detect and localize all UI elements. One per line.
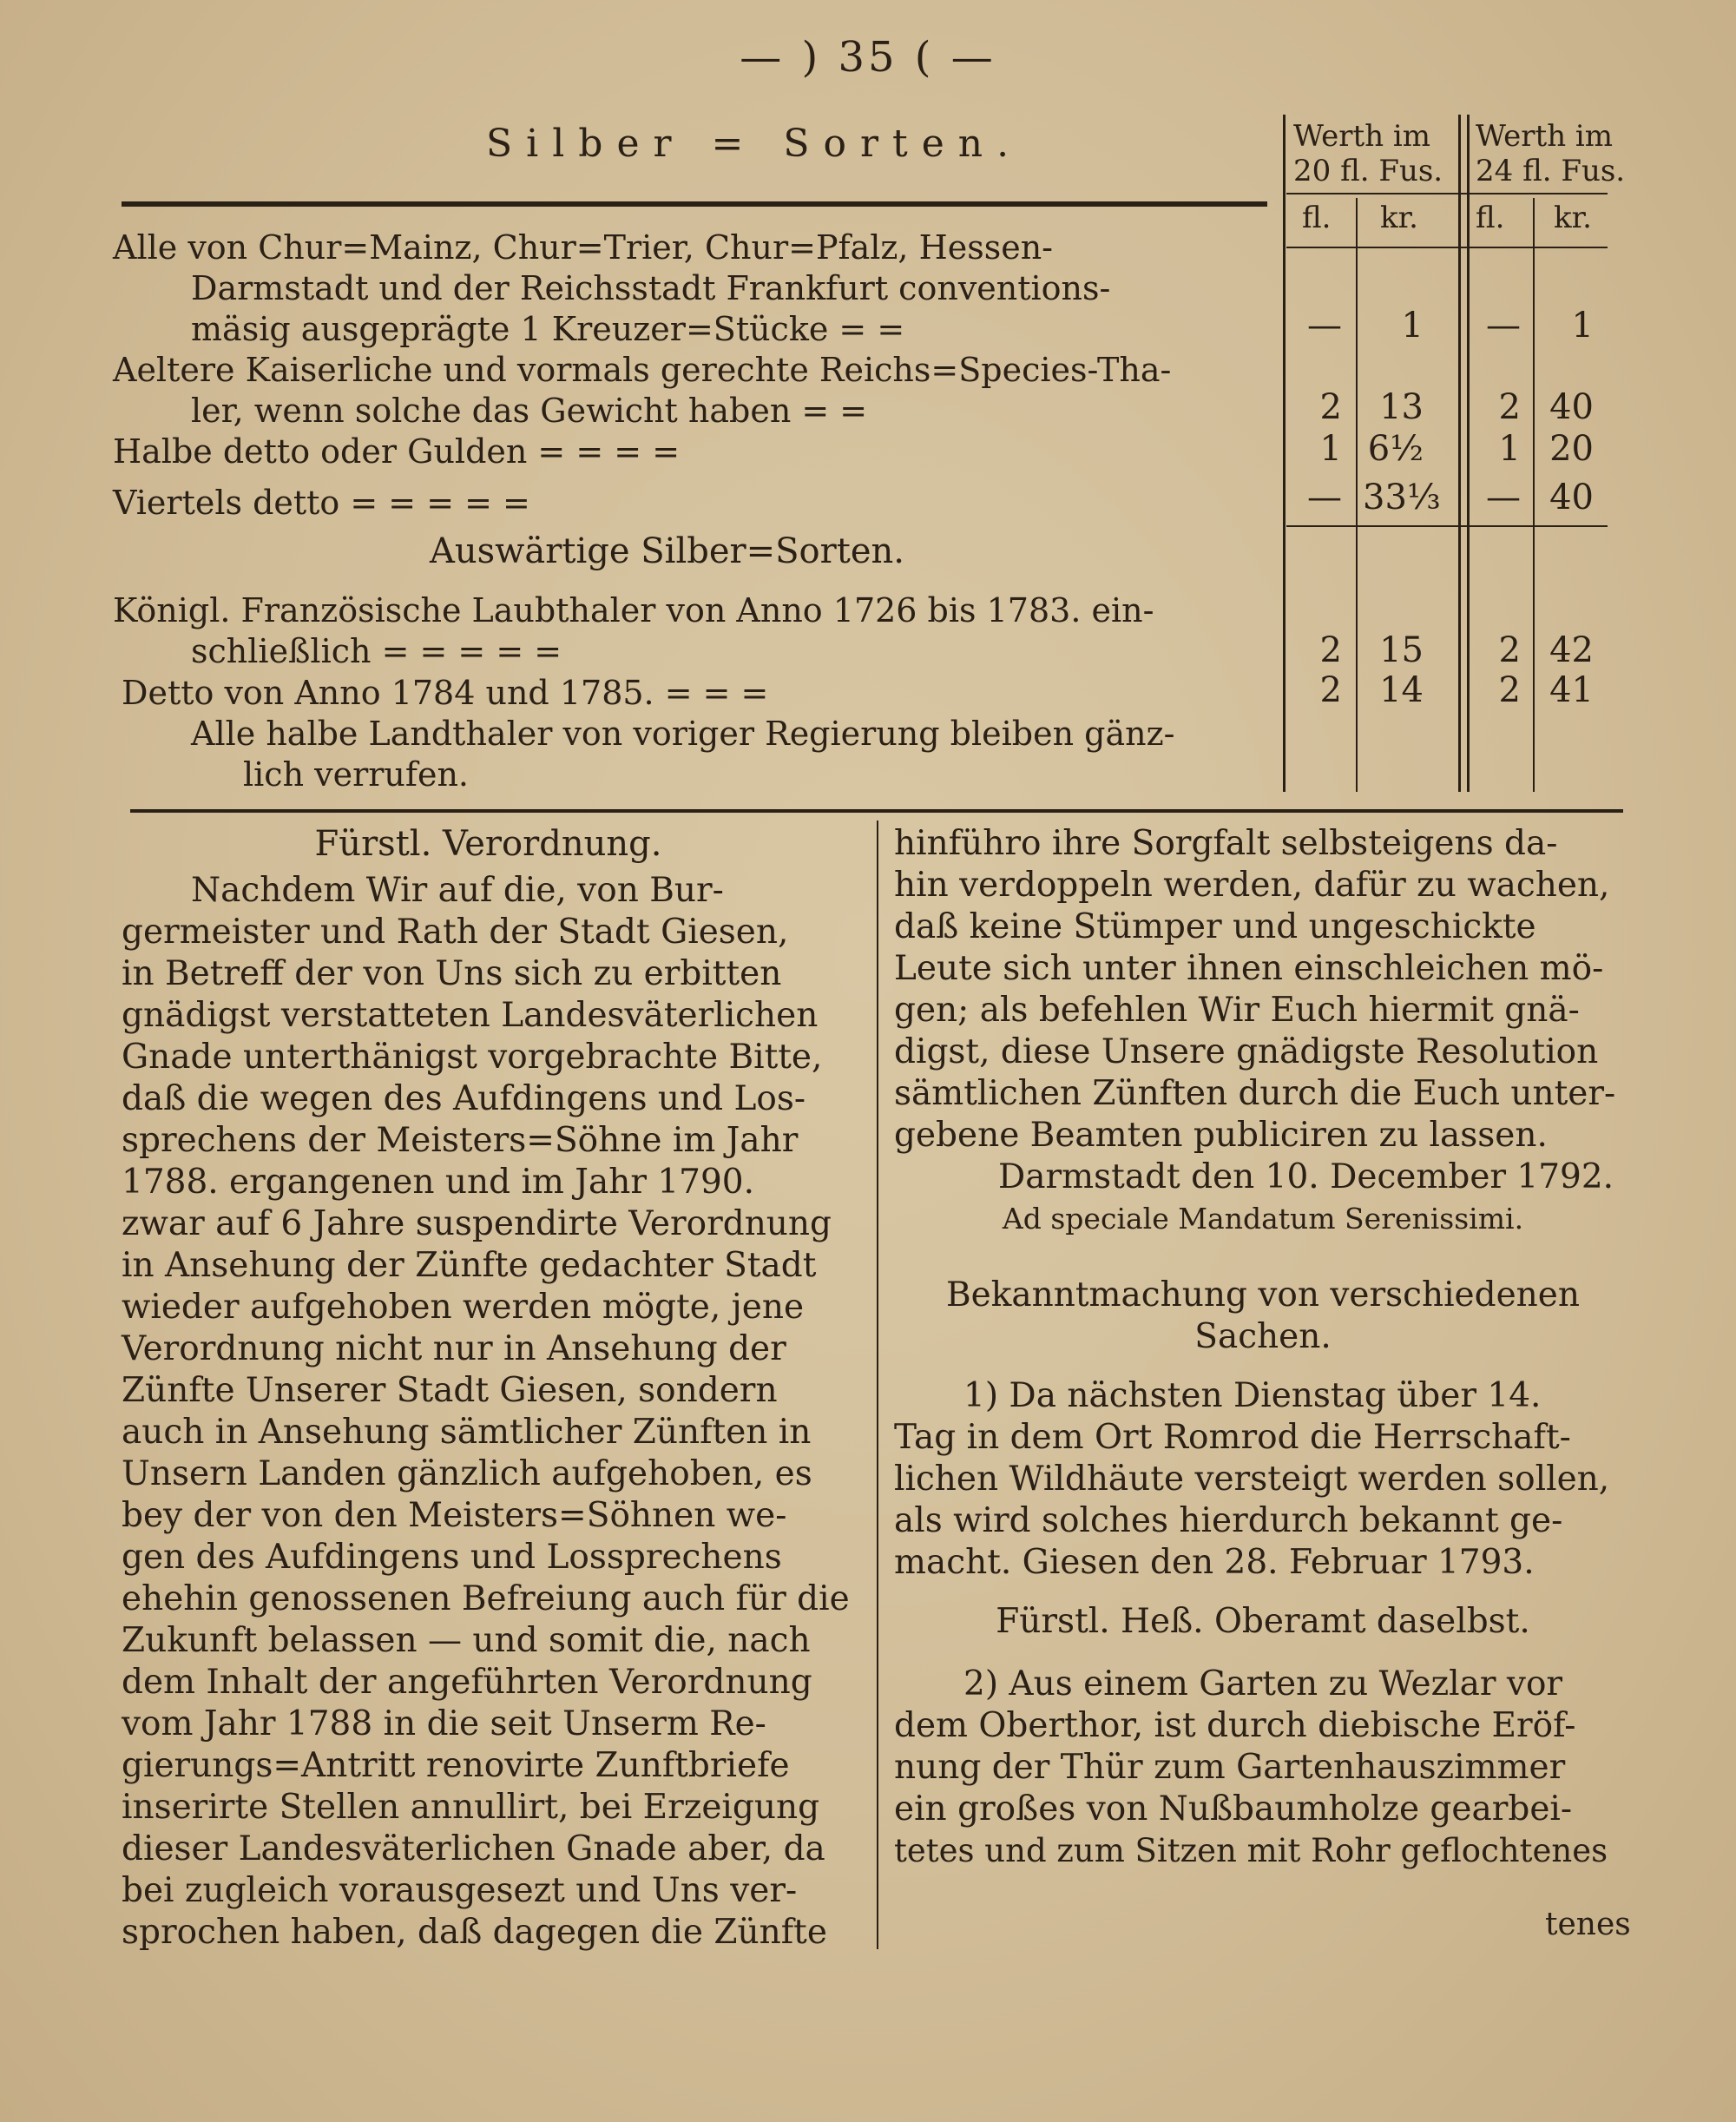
item1-text-line-5: macht. Giesen den 28. Februar 1793. bbox=[894, 1543, 1535, 1582]
heading-rule bbox=[122, 201, 1267, 207]
item1-fl20: — bbox=[1307, 306, 1342, 346]
table-vline-4 bbox=[1467, 115, 1470, 792]
foreign1-kr24: 42 bbox=[1549, 630, 1594, 670]
unit-rule bbox=[1286, 247, 1608, 248]
unit-kr-20: kr. bbox=[1380, 201, 1418, 235]
decree-line-5: Gnade unterthänigst vorgebrachte Bitte, bbox=[122, 1038, 823, 1077]
item1-kr20: 1 bbox=[1401, 306, 1424, 346]
item1-text-line-3: lichen Wildhäute versteigt werden sollen, bbox=[894, 1460, 1610, 1499]
decree-line-23: inserirte Stellen annullirt, bei Erzeigung bbox=[122, 1788, 820, 1827]
decree-line-7: sprechens der Meisters=Söhne im Jahr bbox=[122, 1121, 799, 1160]
right-column bbox=[894, 823, 1632, 1872]
item1-line3: mäsig ausgeprägte 1 Kreuzer=Stücke = = bbox=[191, 310, 905, 348]
decree-line-24: dieser Landesväterlichen Gnade aber, da bbox=[122, 1829, 825, 1868]
item2-fl24: 2 bbox=[1498, 387, 1521, 427]
item3-kr20: 6½ bbox=[1367, 429, 1424, 469]
decree-cont-line-1: hinführo ihre Sorgfalt selbsteigens da- bbox=[894, 824, 1558, 863]
item4-fl20: — bbox=[1307, 478, 1342, 517]
item4-kr24: 40 bbox=[1549, 478, 1594, 517]
decree-line-19: Zukunft belassen — und somit die, nach bbox=[122, 1621, 811, 1660]
note-line1: Alle halbe Landthaler von voriger Regierung bleiben gänz- bbox=[191, 715, 1175, 753]
foreign2-fl24: 2 bbox=[1498, 670, 1521, 710]
announcements-title-1: Bekanntmachung von verschiedenen bbox=[946, 1275, 1580, 1315]
column-divider bbox=[877, 820, 878, 1949]
item2-kr24: 40 bbox=[1549, 387, 1594, 427]
decree-cont-line-5: gen; als befehlen Wir Euch hiermit gnä- bbox=[894, 991, 1580, 1030]
decree-line-1: Nachdem Wir auf die, von Bur- bbox=[191, 871, 724, 910]
table-vline-3 bbox=[1458, 115, 1461, 792]
announcements-title-2: Sachen. bbox=[1194, 1317, 1332, 1356]
item3-fl20: 1 bbox=[1319, 429, 1342, 469]
decree-cont-line-8: gebene Beamten publiciren zu lassen. bbox=[894, 1116, 1548, 1155]
item1-line1: Alle von Chur=Mainz, Chur=Trier, Chur=Pfalz, Hessen- bbox=[113, 228, 1054, 267]
decree-line-4: gnädigst verstatteten Landesväterlichen bbox=[122, 996, 819, 1035]
decree-line-11: wieder aufgehoben werden mögte, jene bbox=[122, 1288, 805, 1327]
foreign1-kr20: 15 bbox=[1379, 630, 1424, 670]
decree-mandate: Ad speciale Mandatum Serenissimi. bbox=[1002, 1202, 1524, 1236]
item3-line1: Halbe detto oder Gulden = = = = bbox=[113, 432, 681, 471]
table-vline-2 bbox=[1356, 198, 1358, 792]
foreign2-line1: Detto von Anno 1784 und 1785. = = = bbox=[122, 674, 769, 712]
item1-kr24: 1 bbox=[1571, 306, 1594, 346]
decree-line-21: vom Jahr 1788 in die seit Unserm Re- bbox=[122, 1704, 766, 1743]
unit-fl-20: fl. bbox=[1302, 201, 1332, 235]
decree-cont-line-7: sämtlichen Zünften durch die Euch unter- bbox=[894, 1074, 1616, 1113]
foreign1-line1: Königl. Französische Laubthaler von Anno 1726 bis 1783. ein- bbox=[113, 591, 1154, 629]
item1-text-line-2: Tag in dem Ort Romrod die Herrschaft- bbox=[894, 1418, 1571, 1457]
item2-text-line-4: ein großes von Nußbaumholze gearbei- bbox=[894, 1789, 1573, 1829]
foreign1-line2: schließlich = = = = = bbox=[191, 632, 562, 670]
unit-fl-24: fl. bbox=[1476, 201, 1505, 235]
item2-text-line-5: tetes und zum Sitzen mit Rohr geflochtenes bbox=[894, 1832, 1608, 1869]
foreign2-kr20: 14 bbox=[1379, 670, 1424, 710]
decree-line-6: daß die wegen des Aufdingens und Los- bbox=[122, 1079, 806, 1118]
note-line2: lich verrufen. bbox=[243, 755, 470, 794]
item2-line1: Aeltere Kaiserliche und vormals gerechte Reichs=Species-Tha- bbox=[113, 351, 1172, 389]
decree-line-26: sprochen haben, daß dagegen die Zünfte bbox=[122, 1913, 827, 1952]
col-header-rule bbox=[1286, 193, 1608, 194]
item2-kr20: 13 bbox=[1379, 387, 1424, 427]
foreign1-fl20: 2 bbox=[1319, 630, 1342, 670]
item2-line2: ler, wenn solche das Gewicht haben = = bbox=[191, 392, 868, 430]
decree-line-15: Unsern Landen gänzlich aufgehoben, es bbox=[122, 1454, 812, 1493]
decree-line-2: germeister und Rath der Stadt Giesen, bbox=[122, 913, 789, 952]
silver-heading: Silber = Sorten. bbox=[486, 122, 1023, 166]
decree-line-14: auch in Ansehung sämtlicher Zünften in bbox=[122, 1413, 812, 1452]
foreign1-fl24: 2 bbox=[1498, 630, 1521, 670]
decree-line-22: gierungs=Antritt renovirte Zunftbriefe bbox=[122, 1746, 790, 1785]
foreign2-fl20: 2 bbox=[1319, 670, 1342, 710]
decree-title: Fürstl. Verordnung. bbox=[314, 824, 662, 864]
decree-line-25: bei zugleich vorausgesezt und Uns ver- bbox=[122, 1871, 798, 1910]
item4-fl24: — bbox=[1486, 478, 1521, 517]
item2-text-line-3: nung der Thür zum Gartenhauszimmer bbox=[894, 1748, 1566, 1787]
col-header-24-line2: 24 fl. Fus. bbox=[1476, 154, 1626, 188]
decree-cont-line-6: digst, diese Unsere gnädigste Resolution bbox=[894, 1032, 1599, 1071]
item1-signature: Fürstl. Heß. Oberamt daselbst. bbox=[996, 1602, 1530, 1641]
table-vline-1 bbox=[1283, 115, 1286, 792]
unit-kr-24: kr. bbox=[1554, 201, 1592, 235]
domestic-end-rule bbox=[1286, 525, 1608, 527]
item3-kr24: 20 bbox=[1549, 429, 1594, 469]
decree-line-16: bey der von den Meisters=Söhnen we- bbox=[122, 1496, 787, 1535]
foreign2-kr24: 41 bbox=[1549, 670, 1594, 710]
decree-line-18: ehehin genossenen Befreiung auch für die bbox=[122, 1579, 850, 1618]
item4-kr20: 33⅓ bbox=[1363, 478, 1441, 517]
decree-cont-line-2: hin verdoppeln werden, dafür zu wachen, bbox=[894, 866, 1610, 905]
page-number: — ) 35 ( — bbox=[740, 33, 996, 82]
section-rule bbox=[130, 809, 1623, 813]
decree-line-10: in Ansehung der Zünfte gedachter Stadt bbox=[122, 1246, 817, 1285]
decree-cont-line-4: Leute sich unter ihnen einschleichen mö- bbox=[894, 949, 1604, 988]
decree-line-20: dem Inhalt der angeführten Verordnung bbox=[122, 1663, 812, 1702]
foreign-heading: Auswärtige Silber=Sorten. bbox=[430, 531, 904, 571]
item2-fl20: 2 bbox=[1319, 387, 1342, 427]
item3-fl24: 1 bbox=[1498, 429, 1521, 469]
decree-line-17: gen des Aufdingens und Lossprechens bbox=[122, 1538, 782, 1577]
item4-line1: Viertels detto = = = = = bbox=[113, 484, 530, 522]
col-header-24-line1: Werth im bbox=[1476, 119, 1614, 154]
decree-cont-line-3: daß keine Stümper und ungeschickte bbox=[894, 907, 1536, 946]
item1-text-line-1: 1) Da nächsten Dienstag über 14. bbox=[963, 1376, 1542, 1415]
col-header-20-line1: Werth im bbox=[1293, 119, 1431, 154]
decree-line-9: zwar auf 6 Jahre suspendirte Verordnung bbox=[122, 1204, 832, 1243]
col-header-20-line2: 20 fl. Fus. bbox=[1293, 154, 1443, 188]
left-column bbox=[122, 823, 855, 1954]
item2-text-line-2: dem Oberthor, ist durch diebische Eröf- bbox=[894, 1706, 1576, 1745]
item1-fl24: — bbox=[1486, 306, 1521, 346]
item1-line2: Darmstadt und der Reichsstadt Frankfurt conventions- bbox=[191, 269, 1111, 307]
decree-line-12: Verordnung nicht nur in Ansehung der bbox=[122, 1329, 786, 1368]
decree-date-line: Darmstadt den 10. December 1792. bbox=[998, 1157, 1614, 1196]
catchword: tenes bbox=[1545, 1907, 1631, 1942]
item2-text-line-1: 2) Aus einem Garten zu Wezlar vor bbox=[963, 1664, 1563, 1704]
decree-line-8: 1788. ergangenen und im Jahr 1790. bbox=[122, 1163, 755, 1202]
decree-line-13: Zünfte Unserer Stadt Giesen, sondern bbox=[122, 1371, 778, 1410]
table-vline-5 bbox=[1533, 198, 1535, 792]
item1-text-line-4: als wird solches hierdurch bekannt ge- bbox=[894, 1501, 1563, 1540]
decree-line-3: in Betreff der von Uns sich zu erbitten bbox=[122, 954, 782, 993]
